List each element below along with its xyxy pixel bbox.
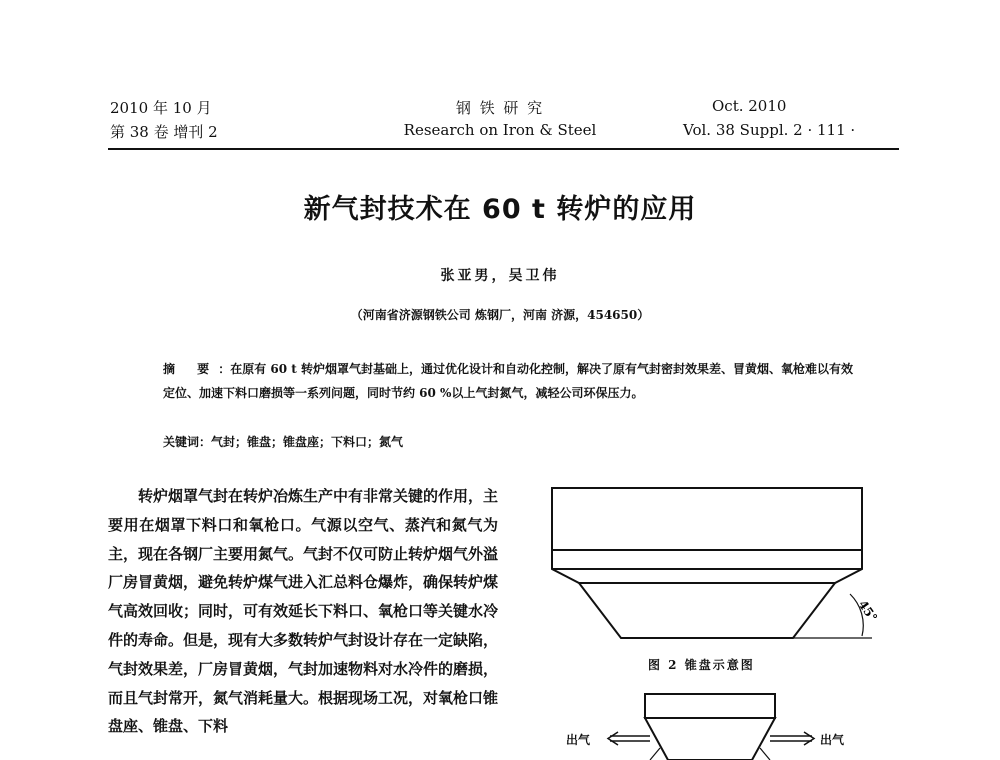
abstract-label: 摘 要 bbox=[163, 362, 219, 376]
outlet-cone bbox=[645, 718, 775, 760]
angle-arc bbox=[850, 594, 863, 636]
flow-line-left bbox=[650, 748, 660, 760]
flow-line-right bbox=[760, 748, 770, 760]
header-volume: 第 38 卷 增刊 2 bbox=[110, 123, 218, 141]
header-volume-page: Vol. 38 Suppl. 2 · 111 · bbox=[683, 121, 856, 139]
cone-disc-taper bbox=[579, 583, 835, 638]
journal-name-en: Research on Iron & Steel bbox=[403, 121, 597, 139]
left-arrow-head bbox=[608, 732, 618, 745]
right-arrow-head bbox=[804, 732, 814, 745]
paper-title: 新气封技术在 60 t 转炉的应用 bbox=[303, 194, 697, 225]
gas-out-right-label: 出气 bbox=[820, 733, 845, 747]
body-paragraph: 转炉烟罩气封在转炉冶炼生产中有非常关键的作用，主要用在烟罩下料口和氧枪口。气源以空气、蒸汽和氮气为主，现在各钢厂主要用氮气。气封不仅可防止转炉烟气外溢厂房冒黄烟，避免转炉煤气进入汇总料仓爆炸，确保转炉煤气高效回收；同时，可有效延长下料口、氧枪口等关键水冷件的寿命。但是，现有大多数转炉气封设计存在一定缺陷，气封效果差，厂房冒黄烟，气封加速物料对水冷件的磨损，而且气封常开，氮气消耗量大。根据现场工况，对氧枪口锥盘座、锥盘、下料 bbox=[108, 487, 499, 736]
figure2-caption: 图 2 锥盘示意图 bbox=[648, 658, 755, 672]
cone-disc-diagram bbox=[552, 488, 872, 638]
keywords-text: ：气封；锥盘；锥盘座；下料口；氮气 bbox=[199, 435, 404, 449]
angle-label: 45° bbox=[855, 597, 881, 625]
header-date-en: Oct. 2010 bbox=[712, 97, 787, 115]
header-date: 2010 年 10 月 bbox=[110, 99, 212, 117]
authors: 张亚男，吴卫伟 bbox=[440, 268, 560, 284]
cone-disc-step bbox=[552, 550, 862, 583]
abstract-text: ：在原有 60 t 转炉烟罩气封基础上，通过优化设计和自动化控制，解决了原有气封密封效果差、冒黄烟、氧枪难以有效定位、加速下料口磨损等一系列问题，同时节约 60 %以上气封氮气，减轻公司环保压力。 bbox=[163, 362, 853, 400]
journal-name-cn: 钢 铁 研 究 bbox=[455, 99, 545, 117]
cone-disc-top-block bbox=[552, 488, 862, 550]
gas-out-left-label: 出气 bbox=[566, 733, 591, 747]
affiliation: （河南省济源钢铁公司 炼钢厂，河南 济源，454650） bbox=[350, 308, 650, 322]
outlet-top-block bbox=[645, 694, 775, 718]
keywords-label: 关键词 bbox=[163, 435, 200, 449]
gas-outlet-diagram bbox=[608, 694, 814, 760]
